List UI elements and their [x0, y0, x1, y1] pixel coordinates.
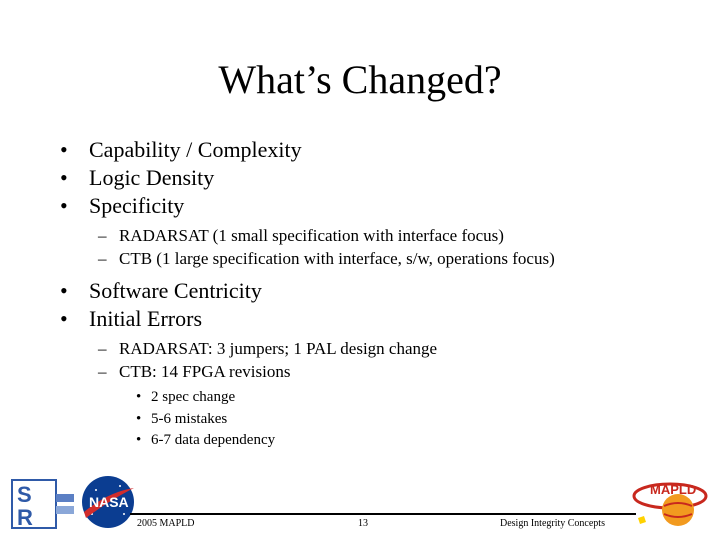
sub-bullet-item	[60, 247, 700, 270]
sub-sub-bullet-text: 6-7 data dependency	[151, 432, 276, 448]
dash-icon: –	[98, 362, 107, 381]
slide-title: What’s Changed?	[218, 57, 502, 102]
sub-bullet-item	[60, 224, 700, 247]
bullet-item	[60, 305, 700, 333]
nasa-logo-star	[95, 489, 97, 491]
bullet-icon: •	[60, 165, 68, 190]
bullet-icon: •	[60, 278, 68, 303]
footer-company: Design Integrity Concepts	[500, 518, 605, 529]
bullet-text: Initial Errors	[89, 306, 203, 331]
sub-bullet-item	[60, 360, 700, 383]
sr-logo	[10, 478, 76, 530]
nasa-logo-wordmark: NASA	[89, 494, 129, 510]
bullet-icon: •	[136, 432, 142, 448]
sr-logo-letter-s: S	[17, 482, 32, 507]
bullet-icon: •	[60, 306, 68, 331]
bullet-item	[60, 192, 700, 220]
sr-logo-stripe	[56, 506, 74, 514]
bullet-icon: •	[136, 389, 142, 405]
mapld-logo-planet	[662, 494, 694, 526]
sr-logo-stripe	[56, 494, 74, 502]
bullet-list	[60, 136, 700, 452]
sub-bullet-text: CTB (1 large specification with interface, s/w, operations focus)	[119, 249, 555, 268]
spacer	[60, 270, 700, 277]
bullet-item	[60, 164, 700, 192]
sub-bullet-text: RADARSAT: 3 jumpers; 1 PAL design change	[119, 339, 438, 358]
nasa-logo	[80, 474, 136, 530]
footer-conference: 2005 MAPLD	[137, 518, 195, 529]
bullet-icon: •	[136, 410, 142, 427]
sub-sub-bullet-item	[60, 409, 700, 431]
dash-icon: –	[98, 249, 107, 268]
bullet-text: Specificity	[89, 193, 185, 218]
footer-divider	[130, 513, 636, 515]
sub-bullet-text: CTB: 14 FPGA revisions	[119, 362, 291, 381]
nasa-logo-star	[119, 485, 121, 487]
dash-icon: –	[98, 339, 107, 358]
sub-sub-bullet-text: 2 spec change	[151, 389, 236, 405]
bullet-text: Software Centricity	[89, 278, 262, 303]
sub-sub-bullet-item	[60, 430, 700, 452]
sub-sub-bullet-item	[60, 387, 700, 409]
mapld-logo	[630, 470, 710, 532]
mapld-logo-spark	[638, 516, 646, 524]
bullet-item	[60, 277, 700, 305]
footer-page-number: 13	[358, 518, 368, 529]
sr-logo-letter-r: R	[17, 505, 33, 530]
sub-bullet-item	[60, 337, 700, 360]
bullet-item	[60, 136, 700, 164]
bullet-icon: •	[60, 193, 68, 218]
sub-bullet-text: RADARSAT (1 small specification with interface focus)	[119, 226, 504, 245]
dash-icon: –	[98, 226, 107, 245]
bullet-text: Logic Density	[89, 165, 215, 190]
bullet-text: Capability / Complexity	[89, 137, 302, 162]
sub-sub-bullet-text: 5-6 mistakes	[151, 410, 228, 427]
nasa-logo-star	[123, 513, 125, 515]
mapld-logo-wordmark: MAPLD	[650, 482, 697, 497]
bullet-icon: •	[60, 137, 68, 162]
